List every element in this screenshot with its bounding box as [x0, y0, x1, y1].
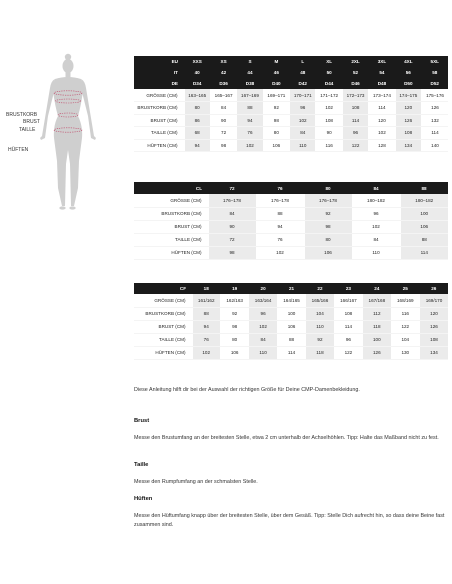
table-cell: 46 [263, 67, 289, 78]
table-row [134, 246, 448, 259]
table-cell: D50 [395, 78, 421, 89]
table-cell: D52 [422, 78, 448, 89]
table-cell: 98 [208, 246, 256, 259]
table-cell: 110 [249, 346, 277, 359]
table-row [134, 114, 448, 127]
table-cell: 84 [208, 207, 256, 220]
table-cell: 102 [290, 114, 316, 127]
table-cell: 68 [184, 127, 210, 140]
table-cell: 3XL [369, 56, 395, 67]
table-row [134, 207, 448, 220]
size-table-eu [134, 56, 448, 152]
table-cell: 94 [192, 320, 220, 333]
table-cell: 173–174 [369, 89, 395, 102]
table-cell: 94 [237, 114, 263, 127]
table-row [134, 127, 448, 140]
table-cell: 90 [316, 127, 342, 140]
intro-text: Diese Anleitung hilft dir bei der Auswahl der richtigen Größe für Deine CMP-Damenbekleidung. [134, 387, 360, 393]
table-cell: 54 [369, 67, 395, 78]
table-cell: 42 [210, 67, 236, 78]
row-label: TAILLE (CM) [134, 233, 208, 246]
size-table-cf [134, 283, 448, 360]
table-cell: 116 [316, 139, 342, 152]
table-cell: 44 [237, 67, 263, 78]
table-header-row [134, 56, 448, 67]
table-cell: 96 [342, 127, 368, 140]
table-cell: 167/168 [363, 294, 391, 307]
table-cell: 2XL [342, 56, 368, 67]
table-cell: 88 [277, 333, 305, 346]
table-row [134, 346, 448, 359]
table-cell: 40 [184, 67, 210, 78]
table-cell: 102 [352, 220, 400, 233]
table-cell: D38 [237, 78, 263, 89]
table-cell: 96 [290, 102, 316, 115]
table-cell: 84 [249, 333, 277, 346]
table-cell: 80 [184, 102, 210, 115]
table-cell: 120 [420, 307, 449, 320]
hueften-text: Messe den Hüftumfang knapp über der breitesten Stelle, über dem Gesäß. Tipp: Stelle Dich aufrecht hin, so dass deine Beine fast zusammen sind. [134, 513, 445, 528]
table-cell: 98 [220, 320, 248, 333]
table-cell: 167–169 [237, 89, 263, 102]
taille-text: Messe den Rumpfumfang an der schmalsten Stelle. [134, 479, 258, 485]
table-cell: 126 [363, 346, 391, 359]
table-cell: 172–173 [342, 89, 368, 102]
table-cell: 114 [369, 102, 395, 115]
table-cell: 96 [249, 307, 277, 320]
table-cell: 174–175 [395, 89, 421, 102]
table-cell: 88 [192, 307, 220, 320]
label-hueften: HÜFTEN [8, 147, 29, 153]
table-cell: 4XL [395, 56, 421, 67]
table-cell: 22 [306, 283, 334, 294]
table-cell: 72 [208, 233, 256, 246]
table-cell: 80 [263, 127, 289, 140]
table-cell: 108 [420, 333, 449, 346]
table-cell: 98 [304, 220, 352, 233]
table-cell: L [290, 56, 316, 67]
table-cell: 169–171 [263, 89, 289, 102]
row-label: BRUST (CM) [134, 220, 208, 233]
table-cell: 170–171 [290, 89, 316, 102]
table-cell: 171–172 [316, 89, 342, 102]
table-header-row [134, 78, 448, 89]
table-cell: 108 [342, 102, 368, 115]
table-cell: 24 [363, 283, 391, 294]
table-cell: 106 [400, 220, 448, 233]
table-cell: 164/165 [277, 294, 305, 307]
table-cell: M [263, 56, 289, 67]
table-cell: 100 [277, 307, 305, 320]
table-cell: 50 [316, 67, 342, 78]
table-cell: 176–178 [208, 194, 256, 207]
row-label: HÜFTEN (CM) [134, 346, 192, 359]
table-row [134, 139, 448, 152]
table-cell: 84 [352, 182, 400, 194]
table-cell: 80 [304, 182, 352, 194]
row-label: GRÖSSE (CM) [134, 194, 208, 207]
table-cell: 114 [342, 114, 368, 127]
table-cell: 18 [192, 283, 220, 294]
table-cell: D44 [316, 78, 342, 89]
table-cell: 162/163 [220, 294, 248, 307]
table-cell: 132 [422, 114, 448, 127]
row-label: CF [134, 283, 192, 294]
table-cell: 108 [395, 127, 421, 140]
row-label: TAILLE (CM) [134, 127, 184, 140]
table-cell: 80 [304, 233, 352, 246]
table-row [134, 294, 448, 307]
table-cell: D42 [290, 78, 316, 89]
table-cell: 175–176 [422, 89, 448, 102]
table-cell: XXS [184, 56, 210, 67]
table-cell: 86 [184, 114, 210, 127]
taille-heading: Taille [134, 462, 149, 468]
table-cell: 106 [277, 320, 305, 333]
table-cell: 114 [334, 320, 362, 333]
table-cell: 23 [334, 283, 362, 294]
row-label: BRUSTKORB (CM) [134, 207, 208, 220]
table-cell: 5XL [422, 56, 448, 67]
table-cell: XL [316, 56, 342, 67]
table-cell: 96 [352, 207, 400, 220]
table-cell: 163–165 [184, 89, 210, 102]
table-cell: 106 [220, 346, 248, 359]
table-cell: 94 [256, 220, 304, 233]
table-cell: 106 [263, 139, 289, 152]
row-label: HÜFTEN (CM) [134, 246, 208, 259]
row-label: BRUST (CM) [134, 114, 184, 127]
table-cell: 114 [400, 246, 448, 259]
table-cell: 88 [400, 233, 448, 246]
table-cell: 102 [249, 320, 277, 333]
table-cell: 72 [210, 127, 236, 140]
table-cell: 122 [391, 320, 419, 333]
table-cell: 120 [395, 102, 421, 115]
table-cell: 140 [422, 139, 448, 152]
table-cell: D34 [184, 78, 210, 89]
table-cell: 102 [256, 246, 304, 259]
row-label: EU [134, 56, 184, 67]
table-row [134, 320, 448, 333]
table-cell: 180–182 [400, 194, 448, 207]
table-row [134, 233, 448, 246]
table-cell: S [237, 56, 263, 67]
table-cell: 176–178 [304, 194, 352, 207]
table-cell: 126 [420, 320, 449, 333]
row-label: BRUSTKORB (CM) [134, 307, 192, 320]
table-cell: 168/169 [391, 294, 419, 307]
table-cell: 52 [342, 67, 368, 78]
label-taille: TAILLE [19, 127, 36, 133]
row-label: GRÖSSE (CM) [134, 89, 184, 102]
table-header-row [134, 283, 448, 294]
table-cell: 100 [400, 207, 448, 220]
table-cell: 108 [316, 114, 342, 127]
table-cell: 84 [210, 102, 236, 115]
table-cell: 176–178 [256, 194, 304, 207]
table-cell: 128 [369, 139, 395, 152]
table-cell: 102 [237, 139, 263, 152]
table-cell: 126 [395, 114, 421, 127]
table-cell: 108 [334, 307, 362, 320]
table-cell: 126 [422, 102, 448, 115]
table-cell: 92 [220, 307, 248, 320]
table-cell: 26 [420, 283, 449, 294]
table-cell: 130 [391, 346, 419, 359]
table-header-row [134, 67, 448, 78]
label-brust: BRUST [23, 119, 40, 125]
table-cell: 88 [237, 102, 263, 115]
table-cell: 76 [256, 233, 304, 246]
table-cell: 98 [210, 139, 236, 152]
table-cell: 25 [391, 283, 419, 294]
table-cell: 56 [395, 67, 421, 78]
table-cell: 102 [192, 346, 220, 359]
table-row [134, 194, 448, 207]
hueften-heading: Hüften [134, 496, 153, 502]
table-cell: 94 [184, 139, 210, 152]
table-cell: 90 [208, 220, 256, 233]
brust-text: Messe den Brustumfang an der breitesten Stelle, etwa 2 cm unterhalb der Achselhöhlen. Tipp: Halte das Maßband nicht zu fest. [134, 435, 439, 441]
table-row [134, 102, 448, 115]
table-cell: 96 [334, 333, 362, 346]
table-cell: 76 [192, 333, 220, 346]
table-cell: D36 [210, 78, 236, 89]
table-cell: 122 [334, 346, 362, 359]
size-table-cl [134, 182, 448, 260]
table-cell: 112 [363, 307, 391, 320]
row-label: BRUSTKORB (CM) [134, 102, 184, 115]
table-cell: 88 [256, 207, 304, 220]
table-cell: D48 [369, 78, 395, 89]
table-cell: 58 [422, 67, 448, 78]
table-cell: 88 [400, 182, 448, 194]
table-cell: XS [210, 56, 236, 67]
brust-heading: Brust [134, 418, 150, 424]
body-measurement-figure [4, 46, 132, 216]
table-row [134, 220, 448, 233]
table-cell: 90 [210, 114, 236, 127]
table-cell: 180–182 [352, 194, 400, 207]
table-row [134, 307, 448, 320]
table-cell: 104 [306, 307, 334, 320]
table-cell: 19 [220, 283, 248, 294]
table-cell: 110 [290, 139, 316, 152]
table-cell: 110 [306, 320, 334, 333]
table-cell: 166/167 [334, 294, 362, 307]
table-cell: 102 [316, 102, 342, 115]
table-cell: 84 [290, 127, 316, 140]
table-cell: 161/162 [192, 294, 220, 307]
table-cell: 92 [304, 207, 352, 220]
table-cell: 165/166 [306, 294, 334, 307]
table-cell: 102 [369, 127, 395, 140]
table-cell: 104 [391, 333, 419, 346]
table-cell: 134 [420, 346, 449, 359]
row-label: TAILLE (CM) [134, 333, 192, 346]
row-label: BRUST (CM) [134, 320, 192, 333]
row-label: DE [134, 78, 184, 89]
table-cell: 98 [263, 114, 289, 127]
table-cell: 114 [277, 346, 305, 359]
row-label: GRÖSSE (CM) [134, 294, 192, 307]
table-cell: D46 [342, 78, 368, 89]
table-cell: 84 [352, 233, 400, 246]
table-cell: 114 [422, 127, 448, 140]
table-cell: 118 [363, 320, 391, 333]
table-cell: 21 [277, 283, 305, 294]
table-cell: 120 [369, 114, 395, 127]
table-cell: D40 [263, 78, 289, 89]
table-cell: 163/164 [249, 294, 277, 307]
row-label: HÜFTEN (CM) [134, 139, 184, 152]
table-header-row [134, 182, 448, 194]
table-cell: 72 [208, 182, 256, 194]
table-cell: 48 [290, 67, 316, 78]
table-cell: 92 [306, 333, 334, 346]
table-cell: 80 [220, 333, 248, 346]
table-cell: 76 [256, 182, 304, 194]
table-cell: 118 [306, 346, 334, 359]
table-cell: 110 [352, 246, 400, 259]
table-cell: 122 [342, 139, 368, 152]
table-cell: 116 [391, 307, 419, 320]
table-cell: 134 [395, 139, 421, 152]
row-label: IT [134, 67, 184, 78]
row-label: CL [134, 182, 208, 194]
table-cell: 92 [263, 102, 289, 115]
table-row [134, 333, 448, 346]
table-cell: 76 [237, 127, 263, 140]
table-cell: 106 [304, 246, 352, 259]
table-cell: 20 [249, 283, 277, 294]
table-cell: 169/170 [420, 294, 449, 307]
table-cell: 100 [363, 333, 391, 346]
label-brustkorb: BRUSTKORB [6, 112, 38, 118]
table-row [134, 89, 448, 102]
table-cell: 165–167 [210, 89, 236, 102]
